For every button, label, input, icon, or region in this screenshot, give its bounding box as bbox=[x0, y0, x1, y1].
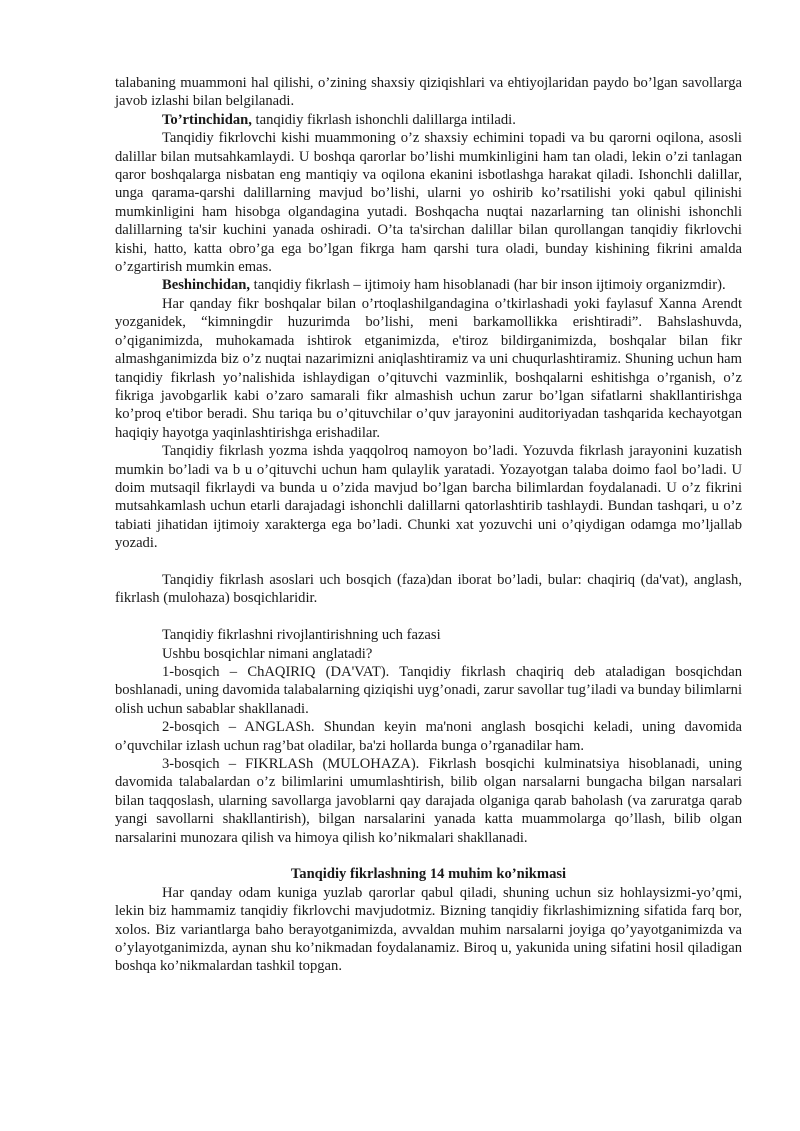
stage-3-paragraph: 3-bosqich – FIKRLASh (MULOHAZA). Fikrlash bosqichi kulminatsiya hisoblanadi, uning davomida talabalardan o’z bilimlarini umumlashtirish, bilib olgan narsalarni bungacha bilgan narsalari bilan taqqoslash, ularning savollarga javoblarni qay darajada olganiga qarab baholash (va zaruratga qarab yangi savollarni shakllantirish), bilgan narsalarini yanada katta muammolarga qo’llash, bilib olgan narsalarini munozara qilish va himoya qilish ko’nikmalari shakllanadi. bbox=[115, 756, 742, 846]
paragraph-6: Tanqidiy fikrlash yozma ishda yaqqolroq namoyon bo’ladi. Yozuvda fikrlash jarayonini kuzatish mumkin bo’ladi va b u o’qituvchi uchun ham qulaylik yaratadi. Yozayotgan talaba doimo faol bo’ladi. U doim mutsaqil fikrlaydi va bunda u o’zida mavjud bo’lgan barcha bilimlardan foydalanadi. U o’z fikrini mutsahkamlash uchun etarli darajadagi ishonchli dalillarni qatorlashtirib tashlaydi. Bundan tashqari, u o’z tabiati jihatidan ijtimoiy xarakterga ega bo’ladi. Chunki xat yozuvchi uni o’qiydigan odamga mo’ljallab yozadi. bbox=[115, 443, 742, 552]
paragraph-fifth-text: tanqidiy fikrlash – ijtimoiy ham hisoblanadi (har bir inson ijtimoiy organizmdir). bbox=[250, 277, 726, 294]
paragraph-8: Tanqidiy fikrlashni rivojlantirishning uch fazasi bbox=[162, 627, 441, 644]
section-heading: Tanqidiy fikrlashning 14 muhim ko’nikmasi bbox=[290, 866, 567, 883]
stage-1-paragraph: 1-bosqich – ChAQIRIQ (DA'VAT). Tanqidiy fikrlash chaqiriq deb ataladigan bosqichdan boshlanadi, uning davomida talabalarning qiziqishi uyg’onadi, zarur savollar tug’iladi va bunday bilimlarni olish uchun sabablar shakllanadi. bbox=[115, 663, 742, 717]
spacer bbox=[115, 608, 742, 626]
paragraph-7: Tanqidiy fikrlash asoslari uch bosqich (faza)dan iborat bo’ladi, bular: chaqiriq (da'vat), anglash, fikrlash (mulohaza) bosqichlaridir. bbox=[115, 571, 742, 607]
paragraph-9: Ushbu bosqichlar nimani anglatadi? bbox=[162, 645, 373, 662]
paragraph-fourth-text: tanqidiy fikrlash ishonchli dalillarga intiladi. bbox=[251, 111, 516, 128]
stage-2-paragraph: 2-bosqich – ANGLASh. Shundan keyin ma'noni anglash bosqichi keladi, uning davomida o’quvchilar izlash uchun rag’bat oladilar, ba'zi hollarda bunga o’rganadilar ham. bbox=[115, 719, 742, 754]
paragraph-13: Har qanday odam kuniga yuzlab qarorlar qabul qiladi, shuning uchun siz hohlaysizmi-yo’qmi, lekin biz hammamiz tanqidiy fikrlovchi mavjudotmiz. Bizning tanqidiy fikrlashimizning sifatida farq bor, xolos. Biz variantlarga baho berayotganimizda, avvaldan muhim narsalarni joyiga qo’yayotganimizda va o’ylayotganimizda, aynan shu ko’nikmadan foydalanamiz. Biroq u, yakunida uning sifatini hosil qiladigan boshqa ko’nikmalardan tashkil topgan. bbox=[115, 884, 742, 975]
paragraph-fourth-lead: To’rtinchidan, bbox=[162, 111, 252, 128]
spacer bbox=[115, 553, 742, 571]
document-page bbox=[115, 74, 742, 976]
paragraph-5: Har qanday fikr boshqalar bilan o’rtoqlashilgandagina o’tkirlashadi yoki faylasuf Xanna Arendt yozganidek, “kimningdir huzurimda bo’lishi, meni barkamollikka erishtiradi”. Bahslashuvda, o’qiganimizda, muhokamada ishtirok etganimizda, e'tiroz bildirganimizda, boshqalar bilan fikr almashganimizda biz o’z nuqtai nazarimizni aniqlashtiramiz va uni chuqurlashtiramiz. Shuning uchun ham tanqidiy fikrlash yo’nalishida ishlaydigan o’qituvchi vazminlik, boshqalarni eshitishga o’rganish, o’z fikriga javobgarlik kabi o’zaro samarali fikr almashish uchun zarur bo’lgan sifatlarni shakllantirishga ko’proq e'tibor beradi. Shu tariqa bu o’qituvchilar o’quv jarayonini auditoriyadan tashqarida kechayotgan haqiqiy hayotga yaqinlashtirishga erishadilar. bbox=[115, 295, 742, 441]
paragraph-1: talabaning muammoni hal qilishi, o’zining shaxsiy qiziqishlari va ehtiyojlaridan paydo bo’lgan savollarga javob izlashi bilan belgilanadi. bbox=[115, 75, 742, 110]
spacer bbox=[115, 847, 742, 865]
paragraph-fifth bbox=[115, 276, 742, 294]
paragraph-fourth bbox=[115, 111, 742, 129]
paragraph-fifth-lead: Beshinchidan, bbox=[162, 277, 251, 294]
paragraph-3: Tanqidiy fikrlovchi kishi muammoning o’z shaxsiy echimini topadi va bu qarorni oqilona, asosli dalillar bilan mutsahkamlaydi. U boshqa qarorlar bo’lishi mumkinligini ham tan oladi, lekin o’zi tanlagan qaror boshqalarga nisbatan eng mantiqiy va oqilona ekanini isbotlashga harakat qiladi. Ishonchli dalillar, unga qarama-qarshi dalillarning mavjud bo’lishi, ularni yo oshirib ko’rsatilishi yoki qabul qilinishi mumkinligini ham hisobga olgandagina yutadi. Boshqacha nuqtai nazarlarning tan olinishi ishonchli dalillarning ta'sir kuchini yanada oshiradi. O’ta ta'sirchan dalillar bilan qurollangan tanqidiy fikrlovchi kishi, hatto, katta obro’ga ega bo’lgan fikrga ham qarshi tura oladi, bunday kishining fikrini amalda o’zgartirish mumkin emas. bbox=[115, 130, 742, 276]
